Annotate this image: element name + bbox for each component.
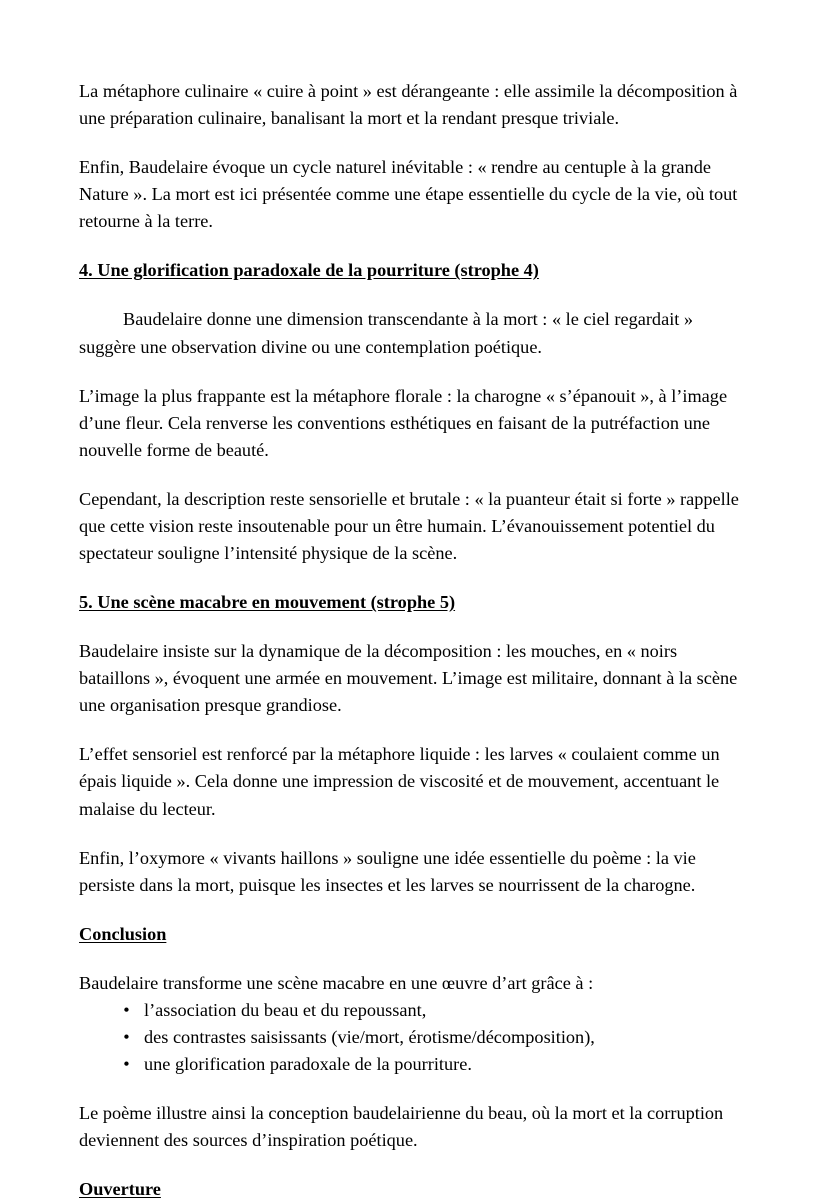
bullet-icon: • [123, 999, 130, 1020]
conclusion-bullet-list [79, 997, 750, 1078]
paragraph-metaphore-culinaire: La métaphore culinaire « cuire à point » est dérangeante : elle assimile la décomposition à une préparation culinaire, banalisant la mort et la rendant presque triviale. [79, 81, 738, 129]
paragraph-dynamique-decomposition: Baudelaire insiste sur la dynamique de la décomposition : les mouches, en « noirs bataillons », évoquent une armée en mouvement. L’image est militaire, donnant à la scène une organisation presque grandiose. [79, 641, 738, 716]
list-item-label: des contrastes saisissants (vie/mort, érotisme/décomposition), [144, 1027, 595, 1048]
section-heading-conclusion: Conclusion [79, 923, 167, 944]
paragraph-conclusion-intro: Baudelaire transforme une scène macabre en une œuvre d’art grâce à : [79, 972, 594, 993]
bullet-icon: • [123, 1027, 130, 1048]
paragraph-dimension-transcendante: Baudelaire donne une dimension transcendante à la mort : « le ciel regardait » suggère une observation divine ou une contemplation poétique. [79, 309, 694, 357]
list-item-label: une glorification paradoxale de la pourriture. [144, 1054, 472, 1075]
list-item [79, 1024, 750, 1051]
paragraph-metaphore-florale: L’image la plus frappante est la métaphore florale : la charogne « s’épanouit », à l’image d’une fleur. Cela renverse les conventions esthétiques en faisant de la putréfaction une nouvelle forme de beauté. [79, 385, 728, 460]
document-body [79, 78, 750, 1203]
section-heading-ouverture: Ouverture [79, 1179, 161, 1200]
paragraph-cycle-naturel: Enfin, Baudelaire évoque un cycle naturel inévitable : « rendre au centuple à la grande Nature ». La mort est ici présentée comme une étape essentielle du cycle de la vie, où tout retourne à la terre. [79, 157, 738, 232]
paragraph-oxymore-vivants-haillons: Enfin, l’oxymore « vivants haillons » souligne une idée essentielle du poème : la vie persiste dans la mort, puisque les insectes et les larves se nourrissent de la charogne. [79, 847, 696, 895]
paragraph-description-sensorielle: Cependant, la description reste sensorielle et brutale : « la puanteur était si forte » rappelle que cette vision reste insoutenable pour un être humain. L’évanouissement potentiel du spectateur souligne l’intensité physique de la scène. [79, 488, 739, 564]
section-heading-4: 4. Une glorification paradoxale de la pourriture (strophe 4) [79, 260, 539, 281]
list-item-label: l’association du beau et du repoussant, [144, 999, 427, 1020]
bullet-icon: • [123, 1054, 130, 1075]
paragraph-conception-baudelairienne: Le poème illustre ainsi la conception baudelairienne du beau, où la mort et la corruption deviennent des sources d’inspiration poétique. [79, 1103, 724, 1151]
list-item [79, 997, 750, 1024]
paragraph-metaphore-liquide: L’effet sensoriel est renforcé par la métaphore liquide : les larves « coulaient comme un épais liquide ». Cela donne une impression de viscosité et de mouvement, accentuant le malaise du lecteur. [79, 744, 720, 819]
list-item [79, 1051, 750, 1078]
section-heading-5: 5. Une scène macabre en mouvement (strophe 5) [79, 592, 456, 613]
